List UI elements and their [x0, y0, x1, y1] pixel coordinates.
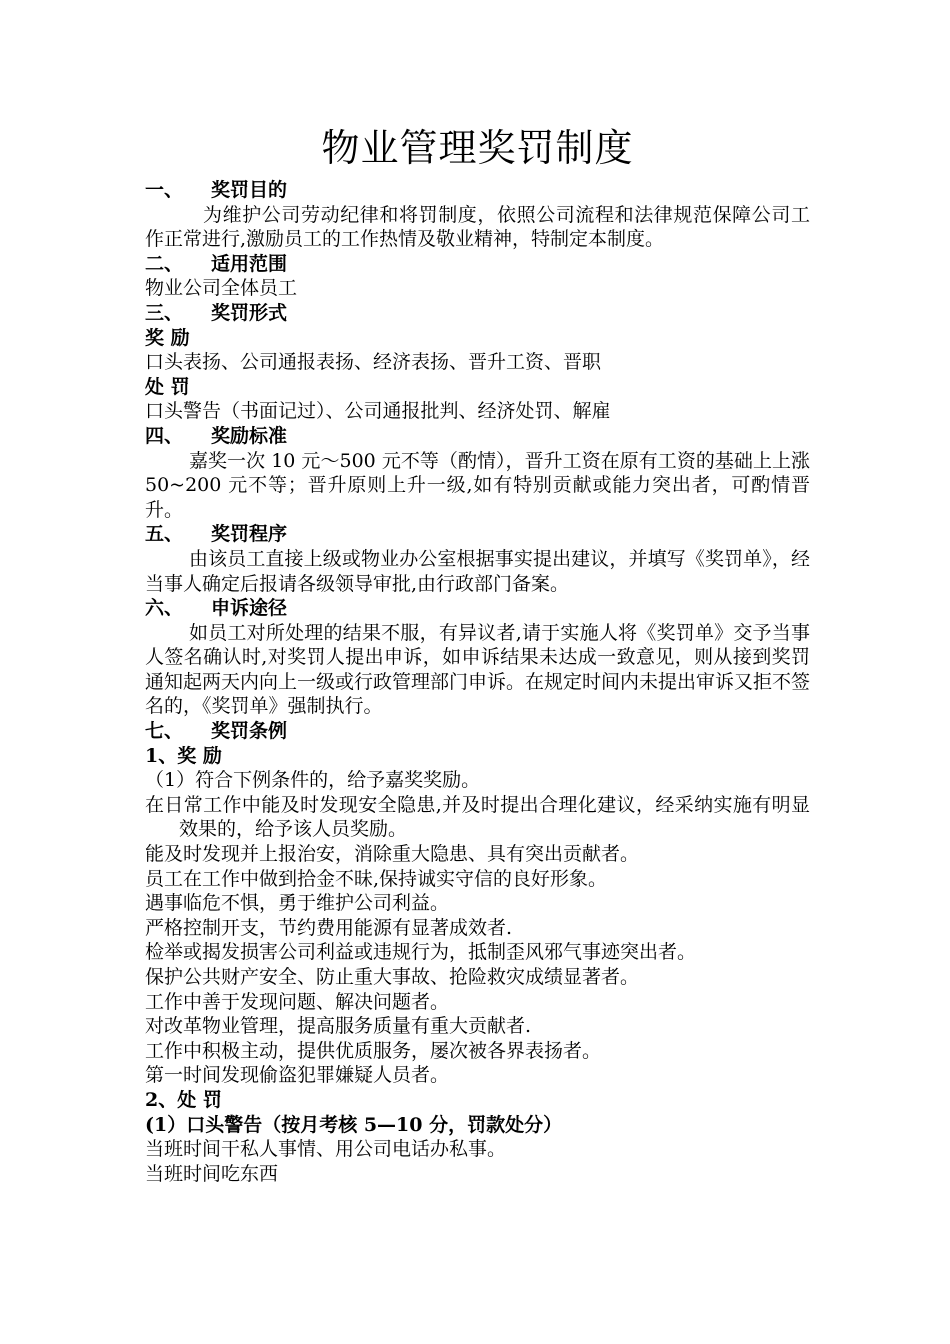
- document-title: 物业管理奖罚制度: [321, 126, 634, 170]
- section-heading-standards: [145, 424, 810, 449]
- section-title: 奖罚条例: [211, 720, 288, 743]
- section-title: 奖罚程序: [211, 523, 288, 546]
- reward-forms: 口头表扬、公司通报表扬、经济表扬、晋升工资、晋职: [145, 351, 602, 374]
- penalty-item: 当班时间干私人事情、用公司电话办私事。: [145, 1138, 507, 1161]
- section-body-standards: 嘉奖一次 10 元～500 元不等（酌情），晋升工资在原有工资的基础上上涨 50~200 元不等；晋升原则上升一级,如有特别贡献或能力突出者，可酌情晋升。: [145, 449, 810, 521]
- section-heading-procedure: [145, 522, 810, 547]
- reward-item: 工作中善于发现问题、解决问题者。: [145, 990, 450, 1013]
- penalty-forms: 口头警告（书面记过）、公司通报批判、经济处罚、解雇: [145, 400, 611, 423]
- section-heading-forms: [145, 301, 810, 326]
- reward-item: 第一时间发现偷盗犯罪嫌疑人员者。: [145, 1064, 450, 1087]
- section-number: 四、: [145, 424, 184, 447]
- reward-subheading: 1、奖 励: [145, 744, 222, 767]
- section-title: 奖罚目的: [211, 179, 288, 201]
- reward-item: 员工在工作中做到拾金不昧,保持诚实守信的良好形象。: [145, 867, 608, 890]
- section-title: 奖励标准: [211, 424, 288, 447]
- section-number: 二、: [145, 252, 184, 275]
- reward-item: 对改革物业管理，提高服务质量有重大贡献者.: [145, 1015, 532, 1038]
- section-body-procedure: 由该员工直接上级或物业办公室根据事实提出建议，并填写《奖罚单》，经当事人确定后报请各级领导审批,由行政部门备案。: [145, 547, 810, 595]
- section-heading-appeal: [145, 596, 810, 621]
- section-heading-regulations: [145, 719, 810, 744]
- section-title: 适用范围: [211, 252, 288, 275]
- reward-item: 在日常工作中能及时发现安全隐患,并及时提出合理化建议，经采纳实施有明显效果的，给予该人员奖励。: [145, 793, 810, 841]
- reward-item: 能及时发现并上报治安，消除重大隐患、具有突出贡献者。: [145, 843, 640, 866]
- penalty-label: 处 罚: [145, 375, 190, 398]
- section-body-appeal: 如员工对所处理的结果不服，有异议者,请于实施人将《奖罚单》交予当事人签名确认时,对奖罚人提出申诉，如申诉结果未达成一致意见，则从接到奖罚通知起两天内向上一级或行政管理部门申诉。在规定时间内未提出审诉又拒不签名的，《奖罚单》强制执行。: [145, 621, 811, 718]
- section-number: 七、: [145, 720, 184, 743]
- document-page: [145, 118, 810, 1186]
- section-number: 一、: [145, 179, 184, 201]
- penalty-item: 当班时间吃东西: [145, 1162, 279, 1185]
- reward-item: 工作中积极主动，提供优质服务，屡次被各界表扬者。: [145, 1039, 602, 1062]
- reward-item: 严格控制开支，节约费用能源有显著成效者.: [145, 916, 513, 939]
- section-body-scope: 物业公司全体员工: [145, 277, 298, 300]
- section-heading-scope: [145, 252, 810, 277]
- section-body-purpose: 为维护公司劳动纪律和将罚制度，依照公司流程和法律规范保障公司工作正常进行,激励员工的工作热情及敬业精神，特制定本制度。: [145, 203, 810, 251]
- section-number: 五、: [145, 523, 184, 546]
- section-title: 申诉途径: [211, 597, 288, 620]
- section-number: 三、: [145, 301, 184, 324]
- section-heading-purpose: [145, 178, 810, 203]
- reward-item: 保护公共财产安全、防止重大事故、抢险救灾成绩显著者。: [145, 966, 640, 988]
- reward-label: 奖 励: [145, 326, 190, 349]
- reward-item: 检举或揭发损害公司利益或违规行为，抵制歪风邪气事迹突出者。: [145, 941, 697, 964]
- penalty-subheading: 2、处 罚: [145, 1088, 222, 1111]
- reward-item: 遇事临危不惧，勇于维护公司利益。: [145, 892, 450, 915]
- penalty-warning-heading: (1）口头警告（按月考核 5—10 分，罚款处分）: [145, 1113, 563, 1136]
- section-title: 奖罚形式: [211, 301, 288, 324]
- section-number: 六、: [145, 597, 184, 620]
- reward-intro: （1）符合下例条件的，给予嘉奖奖励。: [145, 769, 481, 792]
